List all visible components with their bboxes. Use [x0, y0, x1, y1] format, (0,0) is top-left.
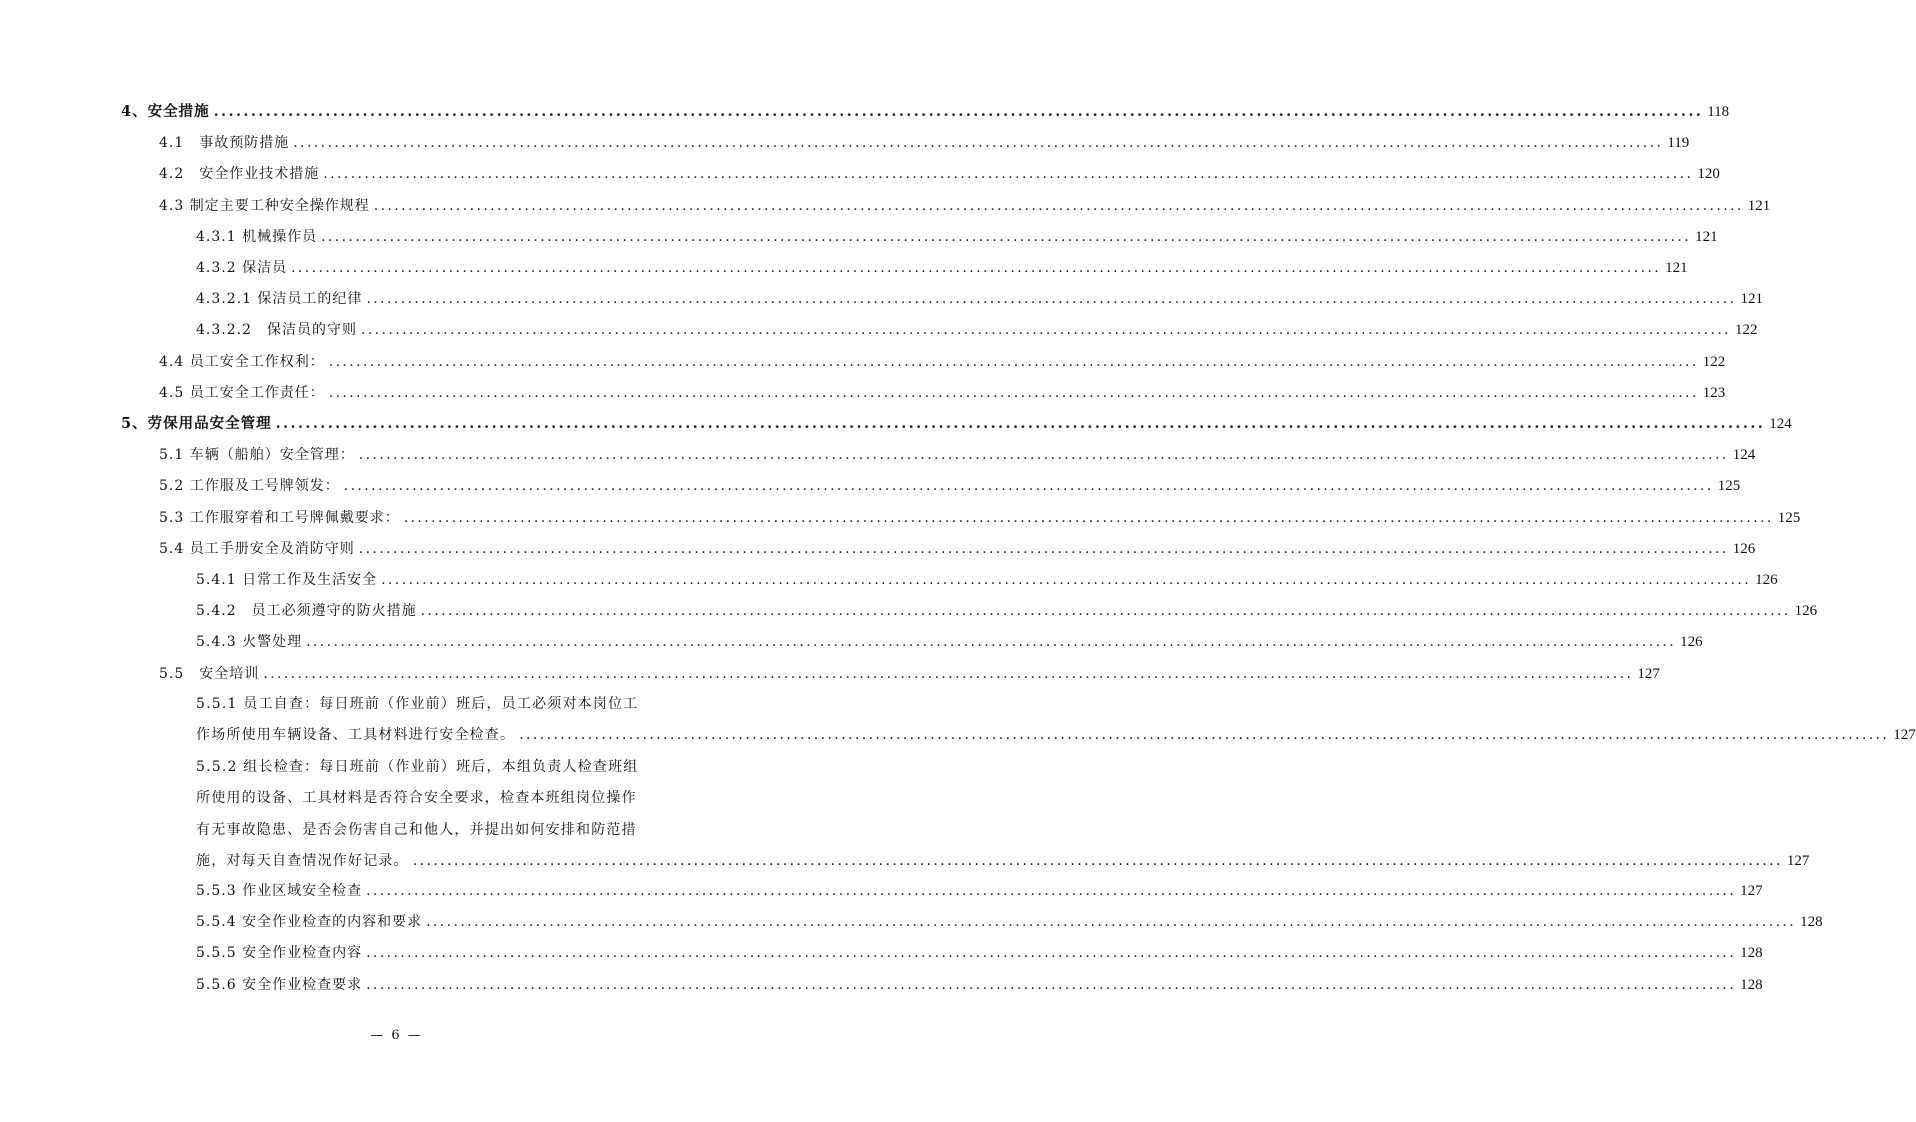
- toc-entry[interactable]: [196, 942, 1763, 964]
- leader-dots: ........................................................................................................................................................................................................: [291, 260, 1662, 276]
- toc-entry-label: 5.1 车辆（船舶）安全管理：: [159, 447, 355, 463]
- toc-page-number: 125: [1777, 510, 1801, 526]
- toc-entry[interactable]: [159, 195, 1771, 217]
- toc-entry-label: 4.3.2.1 保洁员工的纪律: [196, 291, 363, 307]
- leader-dots: ........................................................................................................................................................................................................: [358, 541, 1729, 557]
- toc-page-number: 118: [1707, 104, 1730, 120]
- toc-entry[interactable]: [159, 163, 1720, 185]
- toc-page-number: 124: [1769, 416, 1792, 432]
- toc-entry[interactable]: [159, 507, 1801, 529]
- leader-dots: ........................................................................................................................................................................................................: [426, 914, 1797, 930]
- toc-page-number: 127: [1786, 852, 1810, 869]
- leader-dots: ........................................................................................................................................................................................................: [420, 603, 1791, 619]
- leader-dots: ........................................................................................................................................................................................................: [343, 478, 1714, 494]
- toc-page-number: 128: [1740, 945, 1763, 961]
- toc-page-number: 121: [1665, 260, 1688, 276]
- page-footer-number: — 6 —: [370, 1028, 423, 1043]
- toc-entry-label: 5.5.4 安全作业检查的内容和要求: [196, 914, 423, 930]
- toc-entry[interactable]: [159, 663, 1660, 685]
- toc-entry-label: 4.3 制定主要工种安全操作规程: [159, 198, 370, 214]
- leader-dots: ........................................................................................................................................................................................................: [358, 447, 1729, 463]
- toc-entry-label: 4.3.2 保洁员: [196, 260, 288, 276]
- toc-entry[interactable]: [196, 257, 1688, 279]
- toc-page-number: 128: [1800, 914, 1823, 930]
- toc-entry[interactable]: [196, 569, 1778, 591]
- toc-page-number: 127: [1637, 666, 1660, 682]
- leader-dots: ........................................................................................................................................................................................................: [412, 852, 1783, 869]
- toc-entry-label: 5.4 员工手册安全及消防守则: [159, 541, 355, 557]
- toc-entry[interactable]: [196, 226, 1718, 248]
- toc-entry-label: 5.5.3 作业区域安全检查: [196, 883, 363, 899]
- toc-entry-label: 4.5 员工安全工作责任：: [159, 385, 325, 401]
- toc-entry[interactable]: [196, 631, 1703, 653]
- toc-entry-label: 4.1 事故预防措施: [159, 135, 290, 151]
- toc-entry[interactable]: [196, 974, 1763, 996]
- toc-entry[interactable]: [159, 444, 1756, 466]
- leader-dots: ........................................................................................................................................................................................................: [263, 666, 1634, 682]
- toc-page-number: 121: [1747, 198, 1771, 214]
- toc-page-number: 127: [1893, 727, 1916, 744]
- toc-entry-label: 5.5.6 安全作业检查要求: [196, 977, 363, 993]
- toc-entry-label: 5、劳保用品安全管理: [121, 415, 272, 432]
- toc-entry-label: 4.3.2.2 保洁员的守则: [196, 322, 357, 338]
- toc-page-number: 126: [1680, 634, 1703, 650]
- toc-page-number: 123: [1702, 385, 1726, 401]
- toc-entry-label: 5.5 安全培训: [159, 666, 260, 682]
- toc-entry[interactable]: [121, 101, 1730, 123]
- toc-entry-label: 4.3.1 机械操作员: [196, 229, 318, 245]
- leader-dots: ........................................................................................................................................................................................................: [366, 291, 1737, 307]
- toc-entry[interactable]: [159, 351, 1726, 373]
- toc-page-number: 119: [1667, 135, 1690, 151]
- toc-entry[interactable]: [159, 475, 1741, 497]
- leader-dots: ........................................................................................................................................................................................................: [321, 229, 1692, 245]
- toc-page-number: 121: [1695, 229, 1718, 245]
- toc-page-number: 128: [1740, 977, 1763, 993]
- leader-dots: ........................................................................................................................................................................................................: [373, 198, 1744, 214]
- toc-page-number: 120: [1697, 166, 1720, 182]
- toc-entry-label: 4.4 员工安全工作权利：: [159, 354, 325, 370]
- toc-entry-label: 5.2 工作服及工号牌领发：: [159, 478, 340, 494]
- toc-entry-label: 5.3 工作服穿着和工号牌佩戴要求：: [159, 510, 400, 526]
- toc-entry-text: 5.5.1 员工自查：每日班前（作业前）班后，员工必须对本岗位工: [196, 696, 639, 712]
- toc-entry[interactable]: [196, 600, 1818, 622]
- leader-dots: ........................................................................................................................................................................................................: [366, 977, 1737, 993]
- toc-entry-label: 5.4.1 日常工作及生活安全: [196, 572, 378, 588]
- toc-page-number: 122: [1735, 322, 1758, 338]
- toc-page-number: 122: [1702, 354, 1726, 370]
- toc-entry-label: 5.4.3 火警处理: [196, 634, 303, 650]
- leader-dots: ........................................................................................................................................................................................................: [213, 103, 1704, 120]
- toc-entry[interactable]: [196, 911, 1823, 933]
- toc-entry-label: 5.5.5 安全作业检查内容: [196, 945, 363, 961]
- toc-entry-label: 4、安全措施: [121, 103, 210, 120]
- toc-page-number: 126: [1755, 572, 1778, 588]
- leader-dots: ........................................................................................................................................................................................................: [381, 572, 1752, 588]
- toc-page-number: 125: [1717, 478, 1741, 494]
- leader-dots: ........................................................................................................................................................................................................: [366, 883, 1737, 899]
- toc-entry-text: 所使用的设备、工具材料是否符合安全要求，检查本班组岗位操作: [196, 790, 637, 807]
- toc-page-number: 126: [1732, 541, 1756, 557]
- toc-entry[interactable]: [196, 288, 1763, 310]
- leader-dots: ........................................................................................................................................................................................................: [519, 727, 1890, 744]
- toc-entry[interactable]: [196, 319, 1758, 341]
- leader-dots: ........................................................................................................................................................................................................: [293, 135, 1664, 151]
- toc-page-number: 121: [1740, 291, 1763, 307]
- leader-dots: ........................................................................................................................................................................................................: [360, 322, 1732, 338]
- leader-dots: ........................................................................................................................................................................................................: [328, 354, 1699, 370]
- toc-entry-text: 作场所使用车辆设备、工具材料进行安全检查。: [196, 727, 516, 744]
- leader-dots: ........................................................................................................................................................................................................: [403, 510, 1774, 526]
- toc-entry-text: 5.5.2 组长检查：每日班前（作业前）班后，本组负责人检查班组: [196, 759, 639, 775]
- toc-entry-text: 施，对每天自查情况作好记录。: [196, 852, 409, 869]
- toc-entry[interactable]: [196, 880, 1763, 902]
- toc-entry-text: 有无事故隐患、是否会伤害自己和他人，并提出如何安排和防范措: [196, 821, 637, 838]
- toc-page-number: 124: [1732, 447, 1756, 463]
- toc-entry-5-5-2[interactable]: [196, 752, 1810, 877]
- leader-dots: ........................................................................................................................................................................................................: [306, 634, 1677, 650]
- toc-entry-label: 5.4.2 员工必须遵守的防火措施: [196, 603, 417, 619]
- toc-entry-label: 4.2 安全作业技术措施: [159, 166, 320, 182]
- toc-entry[interactable]: [159, 132, 1690, 154]
- toc-entry-5-5-1[interactable]: [196, 689, 1916, 752]
- toc-page-number: 127: [1740, 883, 1763, 899]
- toc-entry[interactable]: [121, 413, 1792, 435]
- leader-dots: ........................................................................................................................................................................................................: [275, 415, 1766, 432]
- leader-dots: ........................................................................................................................................................................................................: [328, 385, 1699, 401]
- leader-dots: ........................................................................................................................................................................................................: [366, 945, 1737, 961]
- toc-page-number: 126: [1794, 603, 1818, 619]
- toc-entry[interactable]: [159, 538, 1756, 560]
- leader-dots: ........................................................................................................................................................................................................: [323, 166, 1694, 182]
- toc-entry[interactable]: [159, 382, 1726, 404]
